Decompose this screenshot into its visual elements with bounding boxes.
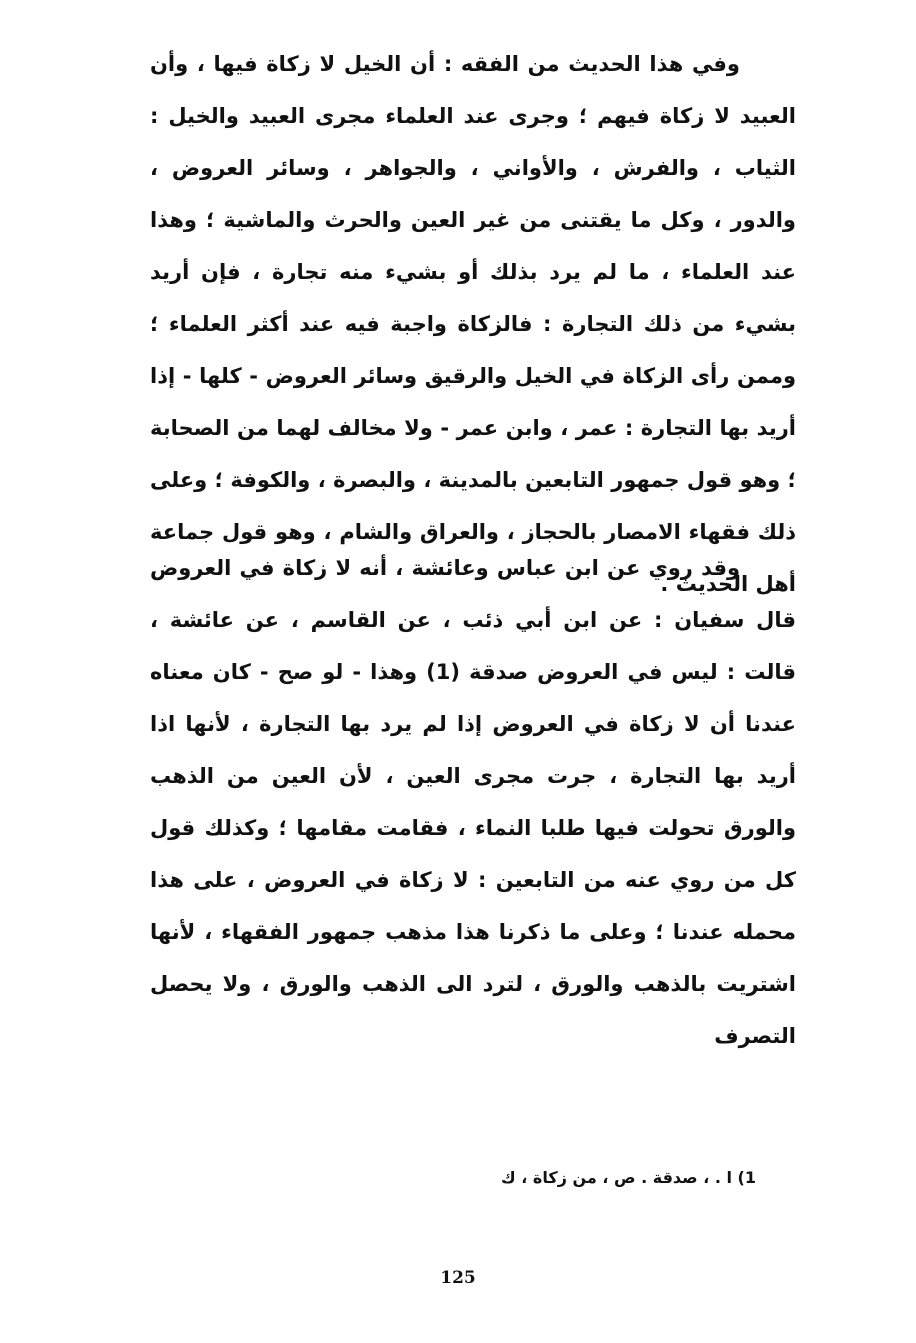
page-number: 125 bbox=[440, 1268, 476, 1288]
body-paragraph-2: وقد روي عن ابن عباس وعائشة ، أنه لا زكاة في العروض قال سفيان : عن ابن أبي ذئب ، عن القاسم ، عن عائشة ، قالت : ليس في العروض صدقة (1) وهذا - لو صح - كان معناه عندنا أن لا زكاة في العروض إذا لم يرد بها التجارة ، لأنها اذا أريد بها التجارة ، جرت مجرى العين ، لأن العين من الذهب والورق تحولت فيها طلبا النماء ، فقامت مقامها ؛ وكذلك قول كل من روي عنه من التابعين : لا زكاة في العروض ، على هذا محمله عندنا ؛ وعلى ما ذكرنا هذا مذهب جمهور الفقهاء ، لأنها اشتريت بالذهب والورق ، لترد الى الذهب والورق ، ولا يحصل التصرف bbox=[150, 556, 797, 1048]
footnote: 1) ا . ، صدقة . ص ، من زكاة ، ك bbox=[501, 1168, 756, 1187]
body-paragraph-1: وفي هذا الحديث من الفقه : أن الخيل لا زكاة فيها ، وأن العبيد لا زكاة فيهم ؛ وجرى عند العلماء مجرى العبيد والخيل : الثياب ، والفرش ، والأواني ، والجواهر ، وسائر العروض ، والدور ، وكل ما يقتنى من غير العين والحرث والماشية ؛ وهذا عند العلماء ، ما لم يرد بذلك أو بشيء منه تجارة ، فإن أريد بشيء من ذلك التجارة : فالزكاة واجبة فيه عند أكثر العلماء ؛ وممن رأى الزكاة في الخيل والرقيق وسائر العروض - كلها - إذا أريد بها التجارة : عمر ، وابن عمر - ولا مخالف لهما من الصحابة ؛ وهو قول جمهور التابعين بالمدينة ، والبصرة ، والكوفة ؛ وعلى ذلك فقهاء الامصار بالحجاز ، والعراق والشام ، وهو قول جماعة أهل الحديث . bbox=[150, 52, 796, 596]
